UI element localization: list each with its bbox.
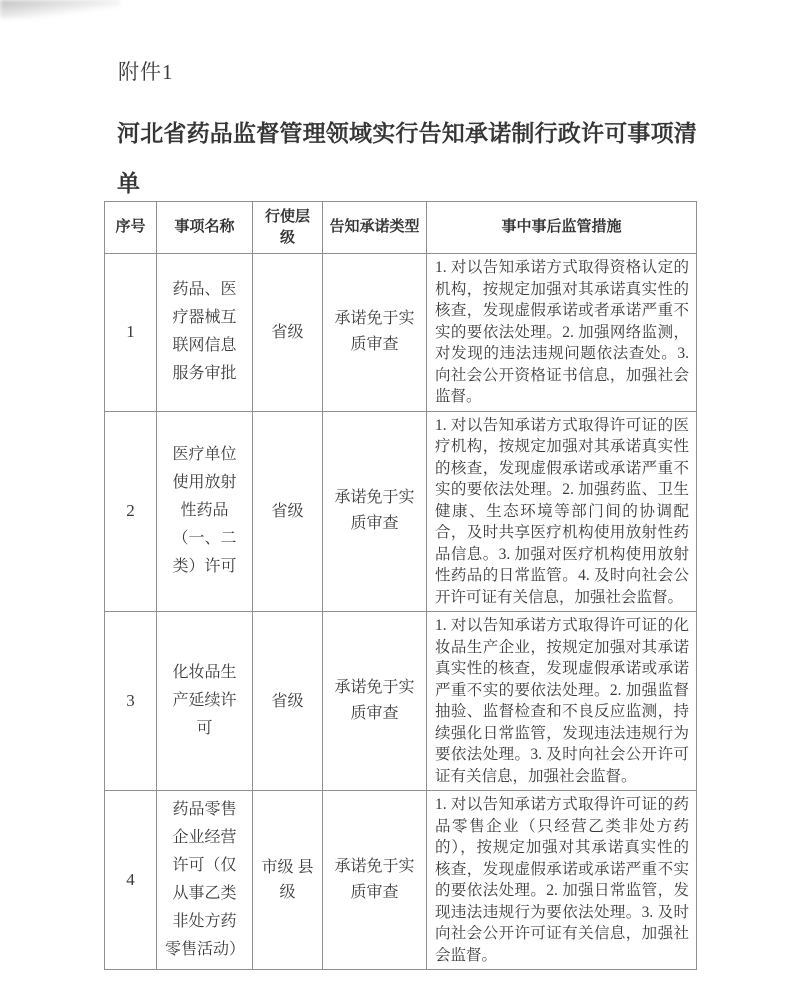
cell-commitment-type: 承诺免于实质审查: [323, 612, 427, 791]
cell-seq-no: 2: [105, 411, 157, 612]
cell-supervision-measures: 1. 对以告知承诺方式取得许可证的药品零售企业（只经营乙类非处方药的），按规定加强对其承诺真实性的核查，发现虚假承诺或承诺严重不实的要依法处理。2. 加强日常监管，发现违法违规行为要依法处理。3. 及时向社会公开许可证有关信息，加强社会监督。: [427, 791, 697, 970]
cell-item-name: 医疗单位使用放射性药品（一、二类）许可: [157, 411, 253, 612]
scan-edge-shadow: [0, 0, 120, 18]
cell-supervision-measures: 1. 对以告知承诺方式取得许可证的化妆品生产企业，按规定加强对其承诺真实性的核查，发现虚假承诺或承诺严重不实的要依法处理。2. 加强监督抽验、监督检查和不良反应监测，持续强化日常监管，发现违法违规行为要依法处理。3. 及时向社会公开许可证有关信息，加强社会监督。: [427, 612, 697, 791]
cell-exercise-level: 省级: [253, 411, 323, 612]
cell-item-name: 化妆品生产延续许可: [157, 612, 253, 791]
cell-item-name: 药品零售企业经营许可（仅从事乙类非处方药零售活动）: [157, 791, 253, 970]
cell-exercise-level: 市级 县级: [253, 791, 323, 970]
cell-exercise-level: 省级: [253, 612, 323, 791]
cell-commitment-type: 承诺免于实质审查: [323, 411, 427, 612]
table-header-row: [105, 202, 697, 254]
table-row: [105, 791, 697, 970]
table-row: [105, 254, 697, 412]
license-items-table: [104, 201, 697, 970]
header-seq-no: 序号: [105, 202, 157, 254]
header-exercise-level: 行使层级: [253, 202, 323, 254]
cell-seq-no: 4: [105, 791, 157, 970]
cell-supervision-measures: 1. 对以告知承诺方式取得许可证的医疗机构，按规定加强对其承诺真实性的核查，发现虚假承诺或承诺严重不实的要依法处理。2. 加强药监、卫生健康、生态环境等部门间的协调配合，及时共享医疗机构使用放射性药品信息。3. 加强对医疗机构使用放射性药品的日常监管。4. 及时向社会公开许可证有关信息，加强社会监督。: [427, 411, 697, 612]
cell-seq-no: 3: [105, 612, 157, 791]
cell-commitment-type: 承诺免于实质审查: [323, 254, 427, 412]
table-row: [105, 612, 697, 791]
attachment-label: 附件1: [118, 60, 174, 84]
header-supervision-measures: 事中事后监管措施: [427, 202, 697, 254]
cell-supervision-measures: 1. 对以告知承诺方式取得资格认定的机构，按规定加强对其承诺真实性的核查，发现虚假承诺或者承诺严重不实的要依法处理。2. 加强网络监测，对发现的违法违规问题依法查处。3. 向社会公开资格证书信息，加强社会监督。: [427, 254, 697, 412]
header-item-name: 事项名称: [157, 202, 253, 254]
header-commitment-type: 告知承诺类型: [323, 202, 427, 254]
cell-seq-no: 1: [105, 254, 157, 412]
cell-item-name: 药品、医疗器械互联网信息服务审批: [157, 254, 253, 412]
cell-exercise-level: 省级: [253, 254, 323, 412]
page-title: 河北省药品监督管理领域实行告知承诺制行政许可事项清单: [117, 120, 697, 196]
table-row: [105, 411, 697, 612]
cell-commitment-type: 承诺免于实质审查: [323, 791, 427, 970]
